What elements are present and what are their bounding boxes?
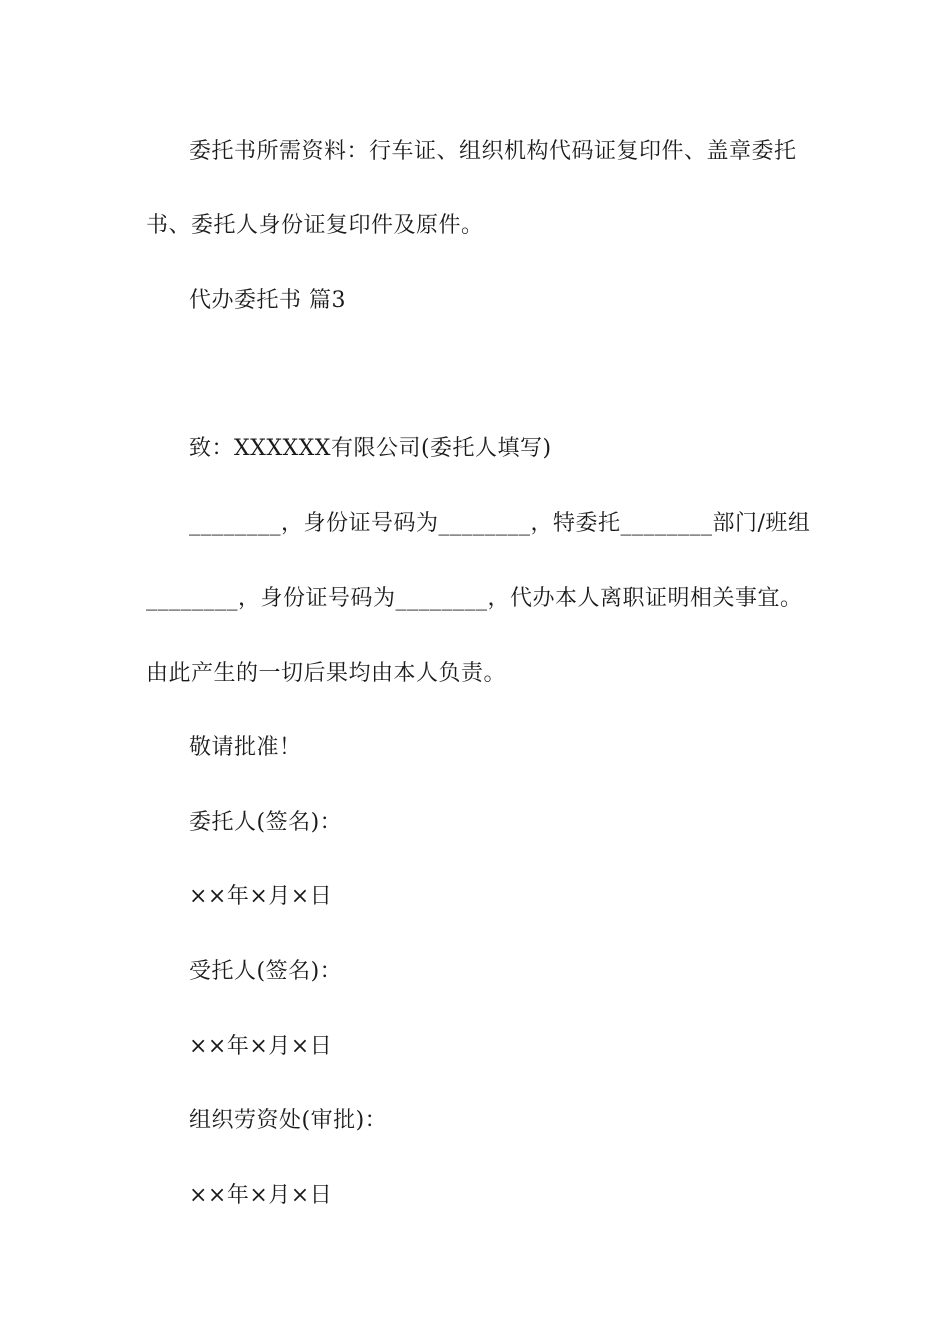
addressee-line: 致：XXXXXX有限公司(委托人填写) — [189, 436, 552, 461]
principal-date: ××年×月×日 — [189, 884, 333, 909]
section-heading: 代办委托书 篇3 — [189, 288, 346, 313]
closing-request: 敬请批准！ — [189, 735, 302, 760]
agent-date: ××年×月×日 — [189, 1034, 333, 1059]
body-line-1: ________，身份证号码为________，特委托________部门/班组 — [189, 511, 811, 536]
required-materials-line-1: 委托书所需资料：行车证、组织机构代码证复印件、盖章委托 — [189, 139, 797, 164]
approval-date: ××年×月×日 — [189, 1183, 333, 1208]
approval-label: 组织劳资处(审批)： — [189, 1108, 388, 1133]
principal-signature-label: 委托人(签名)： — [189, 810, 343, 835]
body-line-3: 由此产生的一切后果均由本人负责。 — [146, 661, 507, 686]
body-line-2: ________，身份证号码为________，代办本人离职证明相关事宜。 — [146, 586, 803, 611]
required-materials-line-2: 书、委托人身份证复印件及原件。 — [146, 213, 484, 238]
agent-signature-label: 受托人(签名)： — [189, 959, 343, 984]
